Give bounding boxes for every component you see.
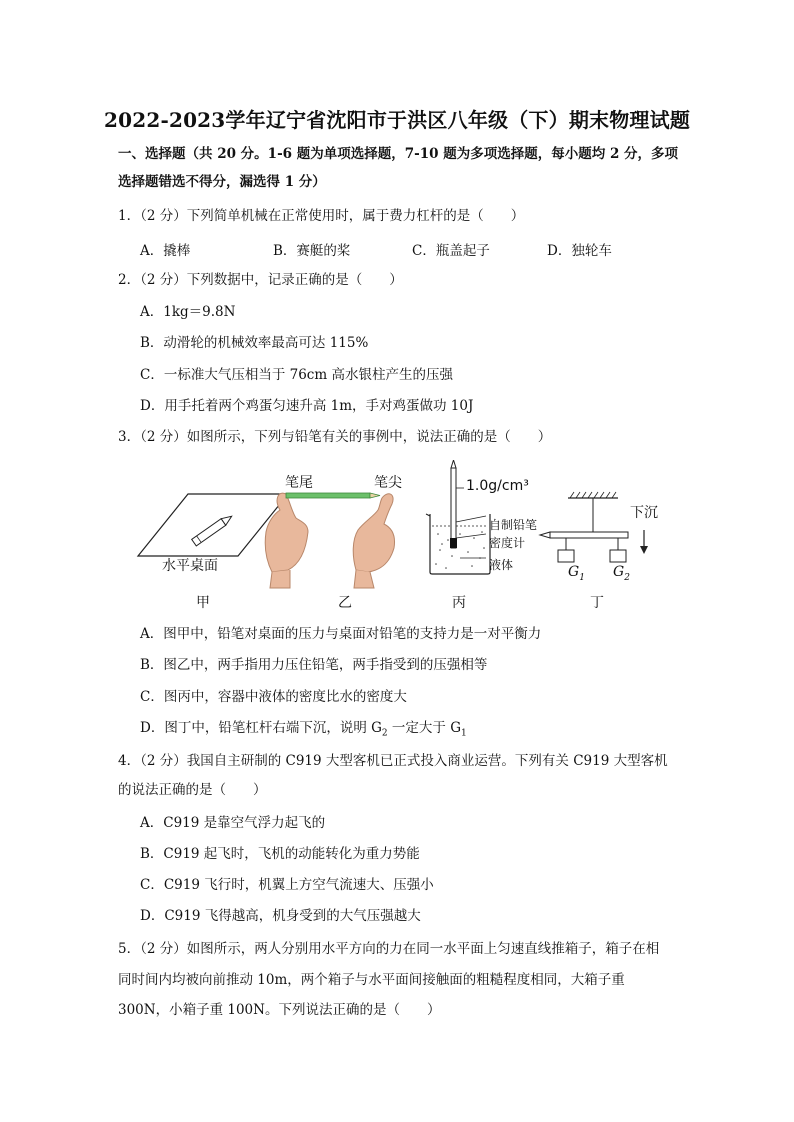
label-g2 [613, 564, 630, 583]
q1-option-a: A．撬棒 [140, 243, 191, 259]
pencil-yi-tip [370, 493, 380, 498]
question-4-stem-line1: 4．（2 分）我国自主研制的 C919 大型客机已正式投入商业运营。下列有关 C919 大型客机 [118, 753, 668, 769]
beaker [430, 514, 490, 574]
label-g1-sub: 1 [579, 572, 585, 583]
q3-option-a: A．图甲中，铅笔对桌面的压力与桌面对铅笔的支持力是一对平衡力 [140, 626, 542, 642]
q3-option-d-sub2: 1 [461, 728, 467, 739]
section-heading-line2: 选择题错选不得分，漏选得 1 分） [118, 174, 326, 190]
question-5-stem-line3: 300N，小箱子重 100N。下列说法正确的是（ ） [118, 1002, 441, 1018]
label-hydrometer: 密度计 [489, 536, 526, 550]
label-liquid: 液体 [489, 558, 514, 572]
section-heading [118, 140, 683, 196]
q4-option-b: B．C919 起飞时，飞机的动能转化为重力势能 [140, 846, 420, 862]
q2-option-a: A．1kg＝9.8N [140, 304, 236, 320]
caption-ding: 丁 [590, 595, 604, 611]
question-2-stem: 2．（2 分）下列数据中，记录正确的是（ ） [118, 272, 403, 288]
label-homemade-pencil: 自制铅笔 [489, 518, 538, 532]
q2-option-c: C．一标准大气压相当于 76cm 高水银柱产生的压强 [140, 367, 453, 383]
pencil-hydrometer [451, 468, 456, 548]
caption-jia: 甲 [196, 595, 210, 611]
label-g1 [568, 564, 585, 583]
page-title: 2022-2023学年辽宁省沈阳市于洪区八年级（下）期末物理试题 [103, 108, 691, 132]
weight-g2 [610, 550, 626, 562]
q4-option-c: C．C919 飞行时，机翼上方空气流速大、压强小 [140, 877, 434, 893]
question-5-stem-line2: 同时间内均被向前推动 10m，两个箱子与水平面间接触面的粗糙程度相同，大箱子重 [118, 972, 625, 988]
q3-option-b: B．图乙中，两手指用力压住铅笔，两手指受到的压强相等 [140, 657, 488, 673]
q1-option-d: D．独轮车 [547, 243, 612, 259]
label-sink: 下沉 [630, 505, 658, 521]
q4-option-a: A．C919 是靠空气浮力起飞的 [140, 815, 326, 831]
q2-option-d: D．用手托着两个鸡蛋匀速升高 1m，手对鸡蛋做功 10J [140, 398, 474, 414]
label-g2-sub: 2 [624, 572, 630, 583]
figure-yi [265, 493, 394, 588]
question-4-stem-line2: 的说法正确的是（ ） [118, 782, 267, 798]
label-density: 1.0g/cm³ [466, 478, 529, 494]
q3-option-d [140, 718, 467, 744]
question-5-stem-line1: 5．（2 分）如图所示，两人分别用水平方向的力在同一水平面上匀速直线推箱子，箱子在相 [118, 941, 660, 957]
caption-yi: 乙 [338, 595, 352, 611]
q3-option-d-sub1: 2 [381, 728, 388, 739]
question-3-stem: 3．（2 分）如图所示，下列与铅笔有关的事例中，说法正确的是（ ） [118, 429, 552, 445]
right-hand [353, 494, 394, 588]
q1-option-b: B．赛艇的桨 [273, 243, 351, 259]
q2-option-b: B．动滑轮的机械效率最高可达 115% [140, 335, 369, 351]
left-hand [265, 493, 308, 588]
label-pencil-tip: 笔尖 [374, 475, 402, 491]
q1-option-c: C．瓶盖起子 [412, 243, 490, 259]
q4-option-d: D．C919 飞得越高，机身受到的大气压强越大 [140, 908, 421, 924]
weight-g1 [558, 550, 574, 562]
liquid-dots [435, 531, 485, 569]
lever-pencil [550, 532, 628, 538]
q3-option-d-text: D．图丁中，铅笔杠杆右端下沉，说明 G [140, 720, 382, 736]
pencil-on-table [192, 513, 234, 546]
question-1-stem: 1．（2 分）下列简单机械在正常使用时，属于费力杠杆的是（ ） [118, 208, 525, 224]
label-g2-letter: G [613, 564, 625, 580]
label-g1-letter: G [568, 564, 580, 580]
label-table: 水平桌面 [162, 558, 218, 574]
label-pencil-tail: 笔尾 [285, 475, 313, 491]
pencil-yi [286, 493, 370, 498]
q3-option-c: C．图丙中，容器中液体的密度比水的密度大 [140, 689, 407, 705]
q3-option-d-mid: 一定大于 G [387, 720, 462, 736]
caption-bing: 丙 [452, 595, 466, 611]
section-heading-line1: 一、选择题（共 20 分。1-6 题为单项选择题，7-10 题为多项选择题，每小题均 2 分，多项 [118, 146, 679, 162]
